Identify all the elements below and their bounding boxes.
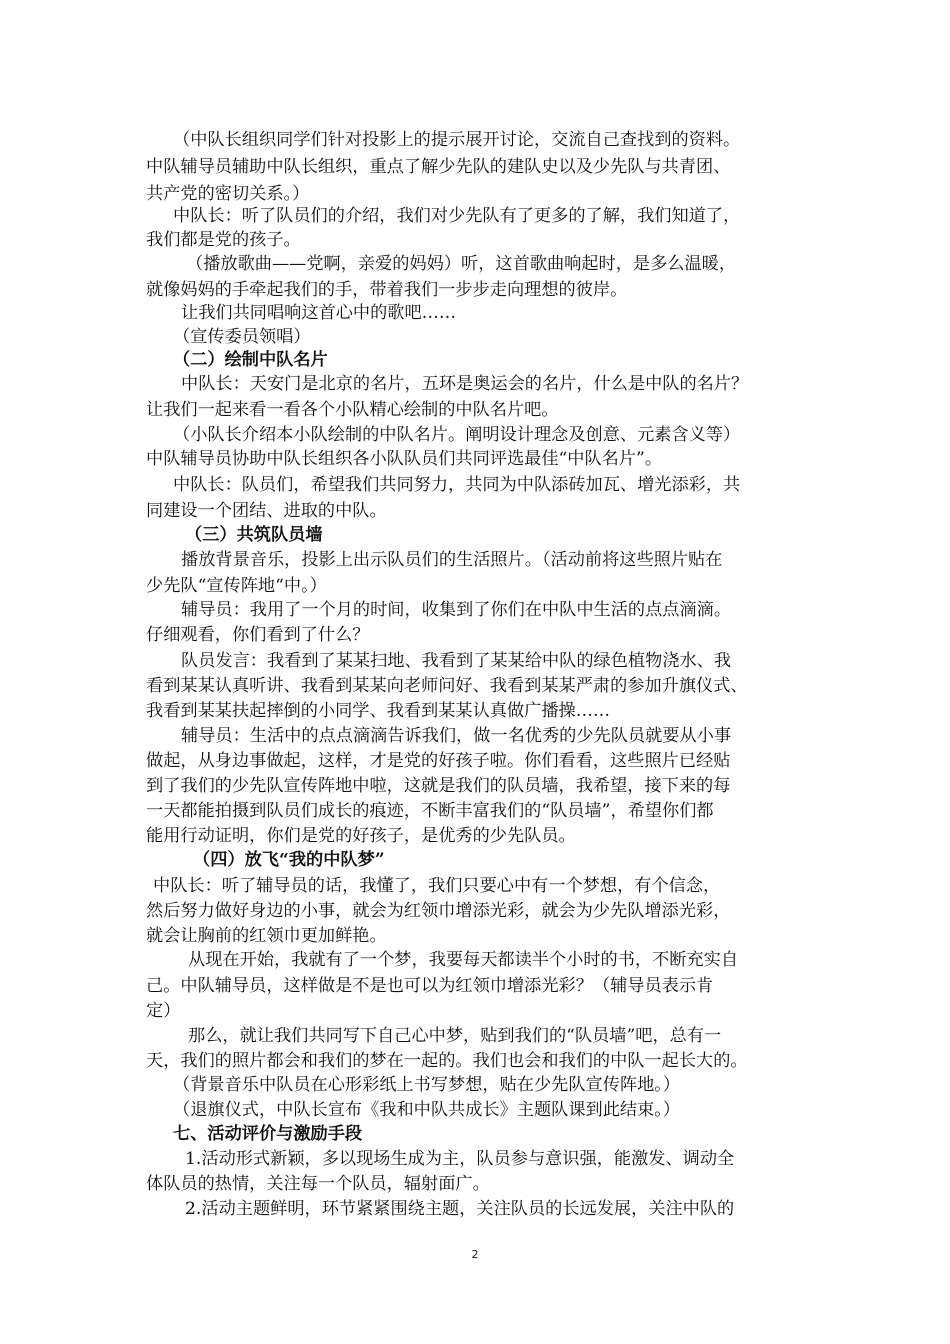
text-line: 中队辅导员辅助中队长组织，重点了解少先队的建队史以及少先队与共青团、 — [146, 157, 731, 177]
text-line: 播放背景音乐，投影上出示队员们的生活照片。（活动前将这些照片贴在 — [181, 550, 723, 570]
text-line: 然后努力做好身边的小事，就会为红领巾增添光彩，就会为少先队增添光彩， — [146, 901, 731, 921]
section-heading-3: （三）共筑队员墙 — [185, 525, 323, 545]
text-line: 中队长：队员们，希望我们共同努力，共同为中队添砖加瓦、增光添彩，共 — [173, 475, 741, 495]
text-line: 让我们共同唱响这首心中的歌吧…… — [181, 303, 457, 323]
text-line: 中队长：天安门是北京的名片，五环是奥运会的名片，什么是中队的名片？ — [181, 374, 749, 394]
text-line: 辅导员：我用了一个月的时间，收集到了你们在中队中生活的点点滴滴。 — [181, 600, 732, 620]
text-line: 那么，就让我们共同写下自己心中梦，贴到我们的“队员墙”吧，总有一 — [188, 1026, 722, 1046]
text-line: 到了我们的少先队宣传阵地中啦，这就是我们的队员墙，我希望，接下来的每 — [146, 776, 731, 796]
text-line: （中队长组织同学们针对投影上的提示展开讨论，交流自己查找到的资料。 — [173, 130, 741, 150]
page-number: 2 — [471, 1248, 479, 1261]
text-line: （播放歌曲——党啊，亲爱的妈妈）听，这首歌曲响起时，是多么温暖， — [186, 254, 737, 274]
text-line: 就会让胸前的红领巾更加鲜艳。 — [146, 926, 387, 946]
text-line: 从现在开始，我就有了一个梦，我要每天都读半个小时的书，不断充实自 — [188, 950, 739, 970]
text-line: 我看到某某扶起摔倒的小同学、我看到某某认真做广播操…… — [146, 701, 611, 721]
text-line: 同建设一个团结、进取的中队。 — [146, 501, 387, 521]
text-line: 中队长：听了队员们的介绍，我们对少先队有了更多的了解，我们知道了， — [173, 206, 741, 226]
text-line: 2.活动主题鲜明，环节紧紧围绕主题，关注队员的长远发展，关注中队的 — [185, 1199, 735, 1219]
text-line: 一天都能拍摄到队员们成长的痕迹，不断丰富我们的“队员墙”，希望你们都 — [146, 801, 714, 821]
text-line: 我们都是党的孩子。 — [146, 230, 301, 250]
text-line: 辅导员：生活中的点点滴滴告诉我们，做一名优秀的少先队员就要从小事 — [181, 726, 732, 746]
text-line: 天，我们的照片都会和我们的梦在一起的。我们也会和我们的中队一起长大的。 — [146, 1051, 748, 1071]
text-line: 定） — [146, 1001, 181, 1021]
text-line: 看到某某认真听讲、我看到某某向老师问好、我看到某某严肃的参加升旗仪式、 — [146, 676, 748, 696]
text-line: 做起，从身边事做起，这样，才是党的好孩子啦。你们看看，这些照片已经贴 — [146, 751, 731, 771]
text-line: 仔细观看，你们看到了什么？ — [146, 625, 370, 645]
text-line: 中队辅导员协助中队长组织各小队队员们共同评选最佳“中队名片”。 — [146, 449, 663, 469]
text-line: （小队长介绍本小队绘制的中队名片。阐明设计理念及创意、元素含义等） — [173, 425, 741, 445]
text-line: 能用行动证明，你们是党的好孩子，是优秀的少先队员。 — [146, 826, 576, 846]
text-line: 共产党的密切关系。） — [146, 184, 310, 204]
section-heading-4: （四）放飞“我的中队梦” — [193, 850, 385, 870]
text-line: 己。中队辅导员，这样做是不是也可以为红领巾增添光彩？（辅导员表示肯 — [146, 976, 714, 996]
text-line: 1.活动形式新颖，多以现场生成为主，队员参与意识强，能激发、调动全 — [185, 1149, 735, 1169]
text-line: 让我们一起来看一看各个小队精心绘制的中队名片吧。 — [146, 400, 559, 420]
section-heading-7: 七、活动评价与激励手段 — [173, 1124, 363, 1144]
text-line: 就像妈妈的手牵起我们的手，带着我们一步步走向理想的彼岸。 — [146, 280, 628, 300]
text-line: 体队员的热情，关注每一个队员，辐射面广。 — [146, 1174, 490, 1194]
text-line: （背景音乐中队员在心形彩纸上书写梦想，贴在少先队宣传阵地。） — [173, 1075, 681, 1095]
text-line: （退旗仪式，中队长宣布《我和中队共成长》主题队课到此结束。） — [173, 1100, 681, 1120]
text-line: 队员发言：我看到了某某扫地、我看到了某某给中队的绿色植物浇水、我 — [181, 651, 732, 671]
text-line: 中队长：听了辅导员的话，我懂了，我们只要心中有一个梦想，有个信念， — [153, 876, 721, 896]
text-line: 少先队“宣传阵地“中。） — [146, 576, 327, 596]
text-line: （宣传委员领唱） — [173, 327, 311, 347]
section-heading-2: （二）绘制中队名片 — [173, 350, 328, 370]
